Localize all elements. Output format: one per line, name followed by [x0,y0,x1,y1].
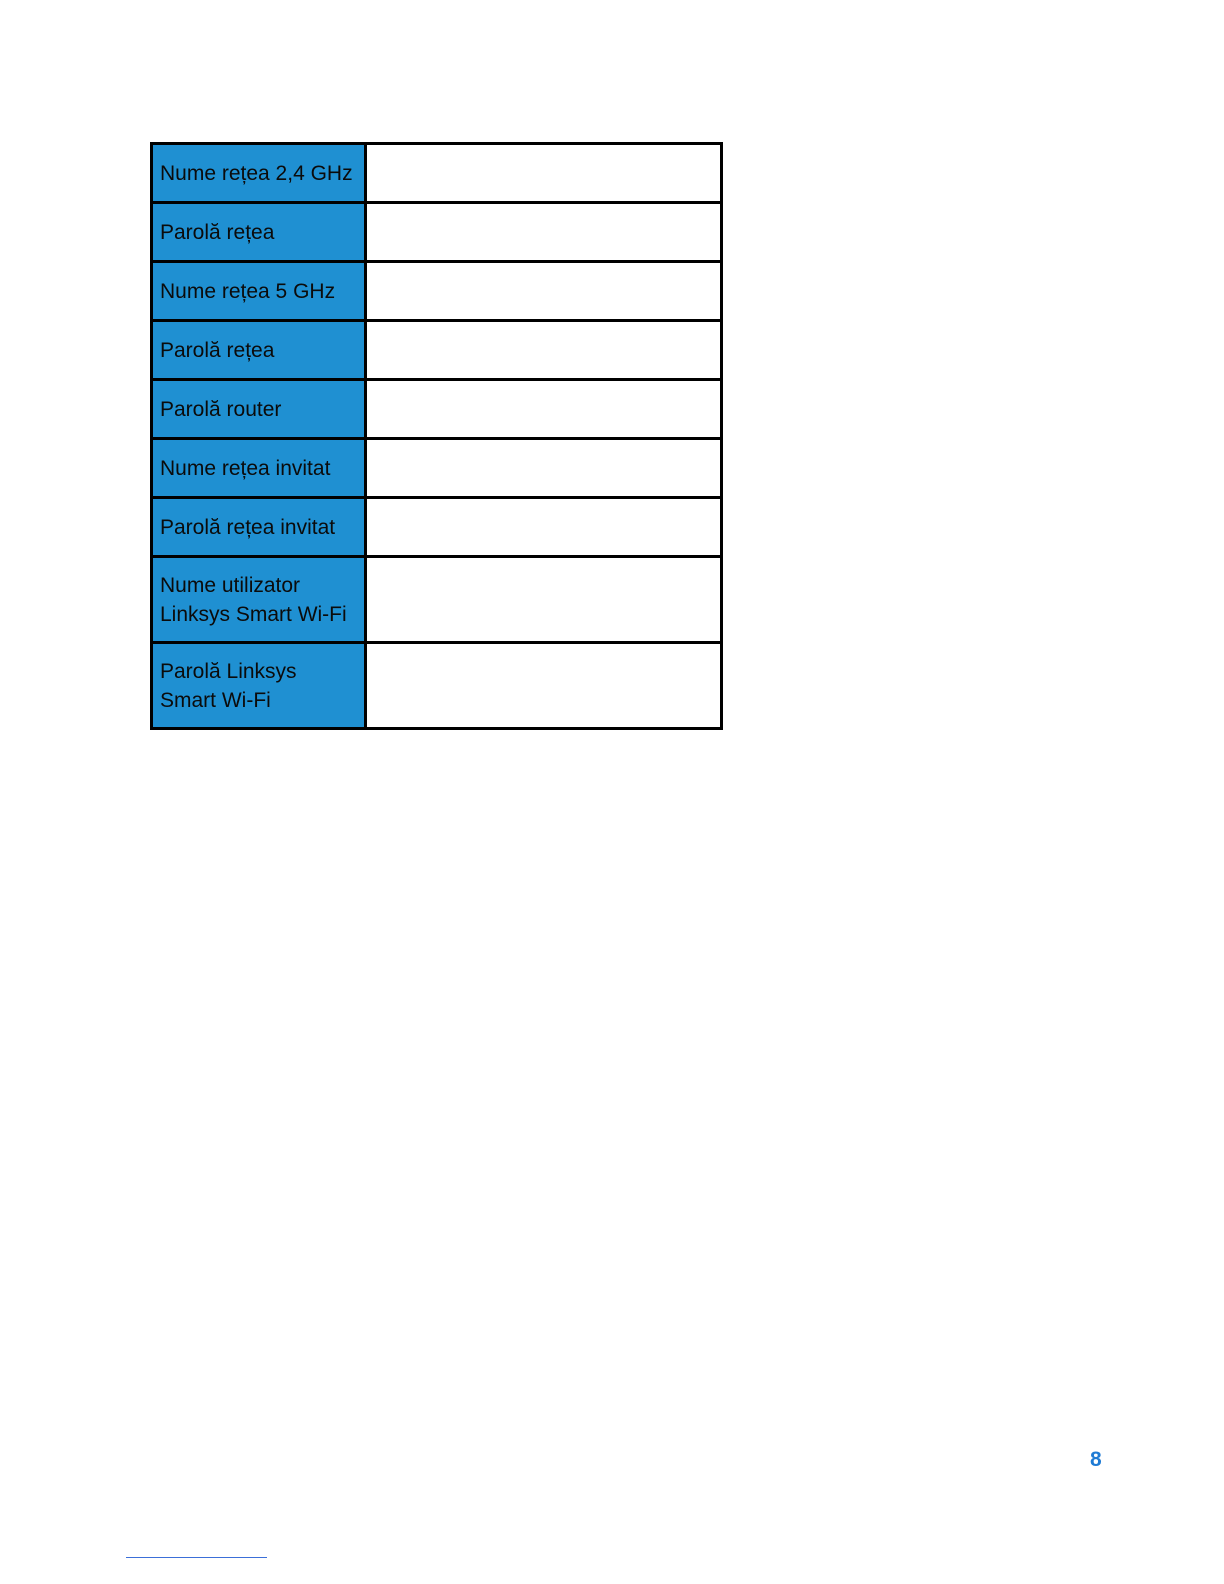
row-label-cell [152,557,366,643]
table-row [152,262,722,321]
row-value-cell[interactable] [366,439,722,498]
table-row [152,498,722,557]
row-value-cell[interactable] [366,557,722,643]
row-value-cell[interactable] [366,203,722,262]
table-row [152,321,722,380]
row-label: Nume rețea 5 GHz [160,279,336,303]
row-value-cell[interactable] [366,498,722,557]
row-label: Parolă rețea invitat [160,515,336,539]
row-label-cell [152,203,366,262]
row-value-cell[interactable] [366,321,722,380]
table-row [152,439,722,498]
table-row [152,643,722,729]
row-label-cell [152,321,366,380]
row-value-cell[interactable] [366,643,722,729]
row-label: Nume rețea invitat [160,456,331,480]
row-label-cell [152,144,366,203]
row-label: Parolă router [160,397,282,421]
row-label: Parolă rețea [160,338,275,362]
table-row [152,557,722,643]
row-label: Parolă rețea [160,220,275,244]
row-value-cell[interactable] [366,380,722,439]
row-label-cell [152,439,366,498]
row-label-cell [152,643,366,729]
table-row [152,203,722,262]
row-label-cell [152,498,366,557]
table-row [152,380,722,439]
row-value-cell[interactable] [366,262,722,321]
row-label: Parolă Linksys Smart Wi-Fi [160,659,297,712]
row-label-cell [152,380,366,439]
network-info-table [150,142,723,730]
page-number: 8 [1090,1448,1102,1471]
footnote-divider [126,1557,267,1558]
row-label: Nume rețea 2,4 GHz [160,161,353,185]
row-label-cell [152,262,366,321]
row-label: Nume utilizator Linksys Smart Wi-Fi [160,573,347,626]
table-row [152,144,722,203]
row-value-cell[interactable] [366,144,722,203]
